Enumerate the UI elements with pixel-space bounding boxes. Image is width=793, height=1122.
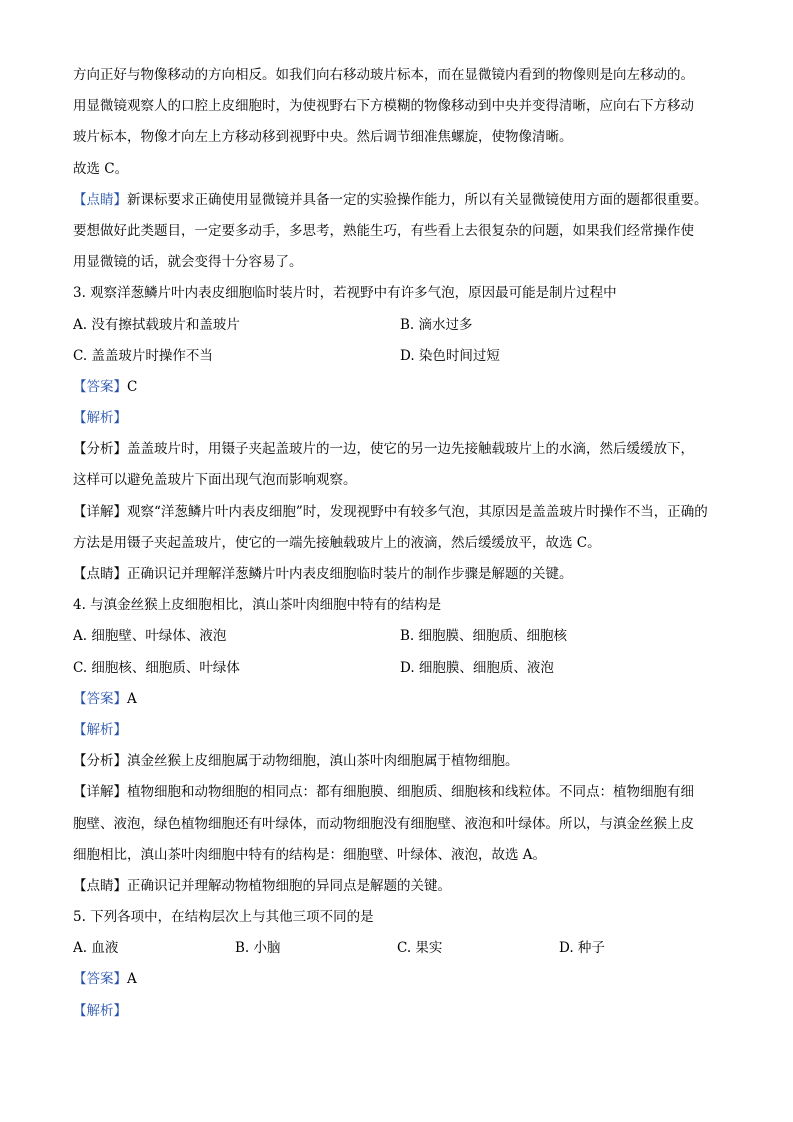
question-5-stem: 5. 下列各项中，在结构层次上与其他三项不同的是: [73, 909, 374, 926]
text-line: 用显微镜观察人的口腔上皮细胞时，为使视野右下方模糊的物像移动到中央并变得清晰，应向右下方移动: [73, 98, 694, 115]
answer-label: 【答案】: [73, 971, 127, 988]
text-line: 细胞相比，滇山茶叶肉细胞中特有的结构是：细胞壁、叶绿体、液泡，故选 A。: [73, 846, 547, 863]
fenxi-text: 滇金丝猴上皮细胞属于动物细胞，滇山茶叶肉细胞属于植物细胞。: [127, 753, 519, 770]
answer-value: A: [127, 971, 137, 988]
xiangjie-text: 观察“洋葱鳞片叶内表皮细胞”时，发现视野中有较多气泡，其原因是盖盖玻片时操作不当，正确的: [127, 503, 708, 520]
question-3-stem: 3. 观察洋葱鳞片叶内表皮细胞临时装片时，若视野中有许多气泡，原因最可能是制片过程中: [73, 285, 617, 302]
question-4-stem: 4. 与滇金丝猴上皮细胞相比，滇山茶叶肉细胞中特有的结构是: [73, 597, 442, 614]
dianjing-label: 【点睛】: [73, 191, 127, 208]
question-4-fenxi: [73, 746, 733, 777]
question-3-option-a: A. 没有擦拭载玻片和盖玻片: [73, 316, 240, 333]
text-line: 方向正好与物像移动的方向相反。如我们向右移动玻片标本，而在显微镜内看到的物像则是向左移动的。: [73, 67, 694, 83]
question-4-analysis-label: [73, 715, 733, 746]
analysis-label: 【解析】: [73, 721, 127, 738]
question-3-options-row-1: [73, 310, 733, 341]
text-line: 玻片标本，物像才向左上方移动移到视野中央。然后调节细准焦螺旋，使物像清晰。: [73, 129, 573, 146]
text-line: 要想做好此类题目，一定要多动手，多思考，熟能生巧，有些看上去很复杂的问题，如果我们经常操作使: [73, 222, 694, 239]
question-4-options-row-2: [73, 653, 733, 684]
text-line: 用显微镜的话，就会变得十分容易了。: [73, 254, 303, 271]
dianjing-label: 【点睛】: [73, 566, 127, 582]
dianjing-text: 正确识记并理解动物植物细胞的异同点是解题的关键。: [127, 877, 451, 894]
question-4-xiangjie: [73, 777, 733, 808]
question-3-xiangjie: [73, 497, 733, 528]
question-4-option-d: D. 细胞膜、细胞质、液泡: [400, 659, 554, 676]
fenxi-text: 盖盖玻片时，用镊子夹起盖玻片的一边，使它的另一边先接触载玻片上的水滴，然后缓缓放下，: [127, 441, 694, 458]
fenxi-label: 【分析】: [73, 753, 127, 770]
question-3-option-b: B. 滴水过多: [400, 316, 473, 333]
question-5-answer: [73, 964, 733, 995]
analysis-label: 【解析】: [73, 1002, 127, 1019]
question-5-option-d: D. 种子: [559, 940, 605, 957]
question-4-answer: [73, 684, 733, 715]
fenxi-label: 【分析】: [73, 441, 127, 458]
question-4-option-c: C. 细胞核、细胞质、叶绿体: [73, 659, 240, 676]
question-3-fenxi: [73, 434, 733, 465]
question-4-option-a: A. 细胞壁、叶绿体、液泡: [73, 628, 227, 645]
text-line: 故选 C。: [73, 160, 129, 177]
question-5-option-b: B. 小脑: [235, 940, 281, 957]
answer-value: C: [127, 378, 138, 395]
text-line: 方法是用镊子夹起盖玻片，使它的一端先接触载玻片上的液滴，然后缓缓放平，故选 C。: [73, 534, 601, 551]
xiangjie-label: 【详解】: [73, 503, 127, 520]
question-3-option-c: C. 盖盖玻片时操作不当: [73, 347, 213, 364]
answer-label: 【答案】: [73, 690, 127, 707]
text-line: 胞壁、液泡，绿色植物细胞还有叶绿体，而动物细胞没有细胞壁、液泡和叶绿体。所以，与滇金丝猴上皮: [73, 815, 694, 832]
question-3-dianjing: [73, 559, 733, 590]
question-4-dianjing: [73, 871, 733, 902]
question-4-options-row-1: [73, 621, 733, 652]
question-5-analysis-label: [73, 996, 733, 1027]
question-4-option-b: B. 细胞膜、细胞质、细胞核: [400, 628, 568, 645]
answer-label: 【答案】: [73, 378, 127, 395]
question-5-option-a: A. 血液: [73, 940, 119, 957]
analysis-label: 【解析】: [73, 410, 127, 427]
dianjing-text: 新课标要求正确使用显微镜并具备一定的实验操作能力，所以有关显微镜使用方面的题都很重要。: [127, 191, 708, 208]
text-line: 这样可以避免盖玻片下面出现气泡而影响观察。: [73, 472, 357, 489]
question-5-options-row: [73, 933, 733, 964]
document-page: [73, 60, 733, 1027]
xiangjie-text: 植物细胞和动物细胞的相同点：都有细胞膜、细胞质、细胞核和线粒体。不同点：植物细胞有细: [127, 784, 694, 801]
question-3-analysis-label: [73, 403, 733, 434]
question-3-answer: [73, 372, 733, 403]
answer-value: A: [127, 690, 137, 707]
dianjing-line: [73, 185, 733, 216]
xiangjie-label: 【详解】: [73, 784, 127, 801]
question-3-options-row-2: [73, 341, 733, 372]
question-3-option-d: D. 染色时间过短: [400, 347, 500, 364]
dianjing-text: 正确识记并理解洋葱鳞片叶内表皮细胞临时装片的制作步骤是解题的关键。: [127, 566, 573, 582]
question-5-option-c: C. 果实: [397, 940, 443, 957]
dianjing-label: 【点睛】: [73, 877, 127, 894]
